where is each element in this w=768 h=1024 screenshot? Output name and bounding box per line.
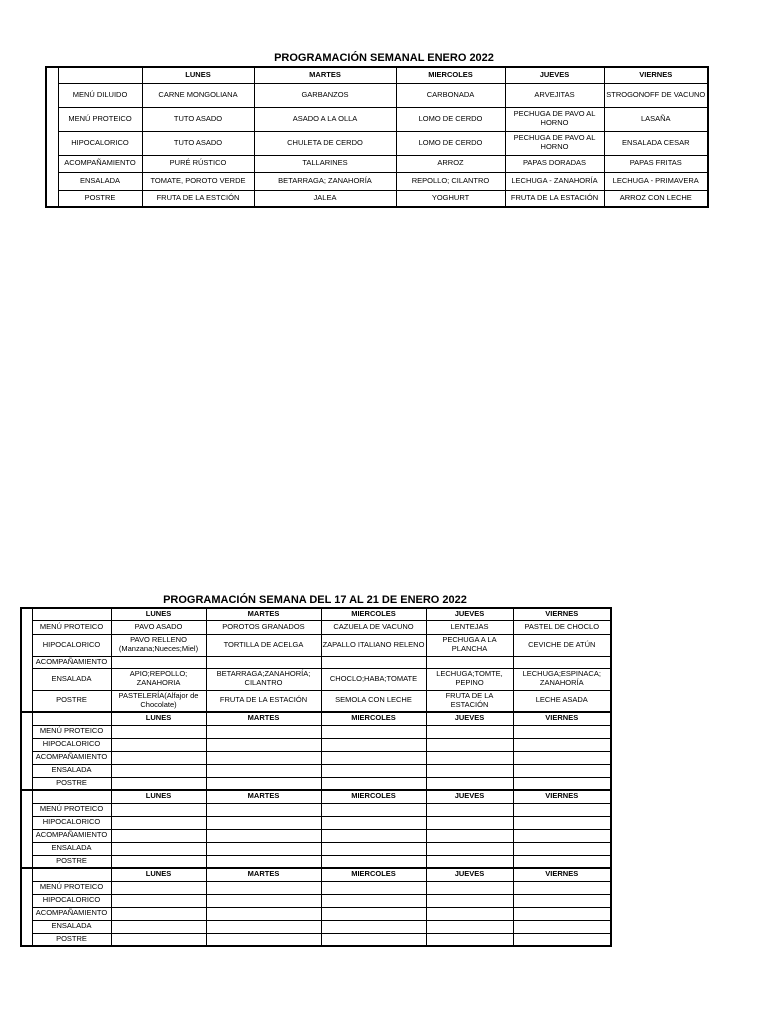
- table2-day-header: LUNES: [111, 790, 206, 803]
- table2-day-header: VIERNES: [513, 790, 611, 803]
- menu-cell: STROGONOFF DE VACUNO: [604, 83, 708, 107]
- row-label: POSTRE: [32, 933, 111, 946]
- menu-cell: TUTO ASADO: [142, 131, 254, 155]
- menu-cell: [321, 764, 426, 777]
- table-row: [21, 764, 611, 777]
- table2-day-header: LUNES: [111, 608, 206, 620]
- menu-cell: CAZUELA DE VACUNO: [321, 620, 426, 634]
- menu-cell: ARROZ: [396, 155, 505, 172]
- menu-cell: [426, 829, 513, 842]
- table2-side-margin: [21, 608, 32, 712]
- menu-cell: [206, 738, 321, 751]
- row-label: ACOMPAÑAMIENTO: [32, 907, 111, 920]
- menu-cell: PASTELERÍA(Alfajor de Chocolate): [111, 690, 206, 712]
- table-row: [21, 933, 611, 946]
- menu-cell: [426, 803, 513, 816]
- menu-cell: [206, 894, 321, 907]
- weekly-menu-table: [45, 66, 709, 208]
- row-label: MENÚ PROTEICO: [58, 107, 142, 131]
- menu-cell: TORTILLA DE ACELGA: [206, 634, 321, 656]
- table-row: [21, 668, 611, 690]
- menu-cell: YOGHURT: [396, 190, 505, 207]
- table1-corner-cell: [58, 67, 142, 83]
- menu-cell: [321, 933, 426, 946]
- menu-cell: JALEA: [254, 190, 396, 207]
- menu-cell: REPOLLO; CILANTRO: [396, 172, 505, 190]
- menu-cell: [321, 894, 426, 907]
- menu-cell: [111, 764, 206, 777]
- table1-day-header: MARTES: [254, 67, 396, 83]
- menu-cell: POROTOS GRANADOS: [206, 620, 321, 634]
- table2-day-header: JUEVES: [426, 608, 513, 620]
- menu-cell: TUTO ASADO: [142, 107, 254, 131]
- menu-cell: PURÉ RÚSTICO: [142, 155, 254, 172]
- table-row: [21, 842, 611, 855]
- row-label: POSTRE: [58, 190, 142, 207]
- menu-cell: [111, 725, 206, 738]
- row-label: MENÚ PROTEICO: [32, 725, 111, 738]
- table-row: [46, 83, 708, 107]
- menu-cell: [513, 894, 611, 907]
- table-row: [21, 620, 611, 634]
- table2-day-header: MIERCOLES: [321, 608, 426, 620]
- menu-cell: FRUTA DE LA ESTACIÓN: [206, 690, 321, 712]
- row-label: ENSALADA: [32, 764, 111, 777]
- table2-day-header: MARTES: [206, 712, 321, 725]
- menu-cell: [426, 751, 513, 764]
- menu-cell: [206, 855, 321, 868]
- menu-cell: LENTEJAS: [426, 620, 513, 634]
- menu-cell: PAPAS DORADAS: [505, 155, 604, 172]
- menu-cell: [426, 816, 513, 829]
- table2-day-header: JUEVES: [426, 790, 513, 803]
- menu-cell: [111, 656, 206, 668]
- menu-cell: LECHUGA - ZANAHORÍA: [505, 172, 604, 190]
- table2-side-margin: [21, 790, 32, 868]
- menu-cell: ARROZ CON LECHE: [604, 190, 708, 207]
- row-label: ACOMPAÑAMIENTO: [32, 751, 111, 764]
- table-row: [21, 907, 611, 920]
- menu-cell: BETARRAGA;ZANAHORÍA; CILANTRO: [206, 668, 321, 690]
- menu-cell: [321, 907, 426, 920]
- menu-cell: [111, 803, 206, 816]
- menu-cell: BETARRAGA; ZANAHORÍA: [254, 172, 396, 190]
- menu-cell: [206, 933, 321, 946]
- menu-cell: TALLARINES: [254, 155, 396, 172]
- menu-cell: [426, 842, 513, 855]
- menu-cell: ARVEJITAS: [505, 83, 604, 107]
- table2-header-row: [21, 868, 611, 881]
- table2-day-header: MARTES: [206, 790, 321, 803]
- table2-title: PROGRAMACIÓN SEMANA DEL 17 AL 21 DE ENERO 2022: [163, 594, 467, 606]
- menu-cell: APIO;REPOLLO; ZANAHORIA: [111, 668, 206, 690]
- row-label: HIPOCALORICO: [32, 634, 111, 656]
- row-label: ACOMPAÑAMIENTO: [32, 829, 111, 842]
- table1-day-header: LUNES: [142, 67, 254, 83]
- menu-cell: PECHUGA DE PAVO AL HORNO: [505, 131, 604, 155]
- table-row: [46, 190, 708, 207]
- row-label: ENSALADA: [58, 172, 142, 190]
- table1-day-header: VIERNES: [604, 67, 708, 83]
- table-row: [21, 725, 611, 738]
- table2-day-header: MIERCOLES: [321, 790, 426, 803]
- menu-cell: [321, 842, 426, 855]
- table2-header-row: [21, 712, 611, 725]
- table-row: [21, 777, 611, 790]
- menu-cell: [111, 751, 206, 764]
- row-label: ENSALADA: [32, 668, 111, 690]
- table2-day-header: JUEVES: [426, 712, 513, 725]
- menu-cell: PAPAS FRITAS: [604, 155, 708, 172]
- menu-cell: [426, 656, 513, 668]
- table-row: [21, 690, 611, 712]
- menu-cell: [426, 764, 513, 777]
- table-row: [46, 172, 708, 190]
- row-label: POSTRE: [32, 855, 111, 868]
- menu-cell: [426, 894, 513, 907]
- menu-cell: [513, 907, 611, 920]
- row-label: HIPOCALORICO: [32, 816, 111, 829]
- menu-cell: PECHUGA DE PAVO AL HORNO: [505, 107, 604, 131]
- table-row: [21, 881, 611, 894]
- menu-cell: [321, 920, 426, 933]
- table2-side-margin: [21, 868, 32, 946]
- menu-cell: SEMOLA CON LECHE: [321, 690, 426, 712]
- table-row: [21, 829, 611, 842]
- menu-cell: [111, 738, 206, 751]
- menu-cell: LECHUGA - PRIMAVERA: [604, 172, 708, 190]
- menu-cell: [513, 751, 611, 764]
- table-row: [21, 738, 611, 751]
- menu-cell: [111, 777, 206, 790]
- menu-cell: FRUTA DE LA ESTACIÓN: [426, 690, 513, 712]
- table-row: [46, 107, 708, 131]
- menu-cell: PAVO ASADO: [111, 620, 206, 634]
- menu-cell: [513, 842, 611, 855]
- table2-corner-cell: [32, 712, 111, 725]
- menu-cell: [111, 894, 206, 907]
- table-row: [21, 634, 611, 656]
- table-row: [21, 816, 611, 829]
- row-label: ENSALADA: [32, 920, 111, 933]
- table2-day-header: MIERCOLES: [321, 868, 426, 881]
- menu-cell: [321, 881, 426, 894]
- table2-day-header: LUNES: [111, 868, 206, 881]
- row-label: MENÚ DILUIDO: [58, 83, 142, 107]
- menu-cell: LECHE ASADA: [513, 690, 611, 712]
- menu-cell: ZAPALLO ITALIANO RELENO: [321, 634, 426, 656]
- menu-cell: LOMO DE CERDO: [396, 107, 505, 131]
- row-label: HIPOCALORICO: [58, 131, 142, 155]
- menu-cell: [426, 907, 513, 920]
- menu-cell: [321, 656, 426, 668]
- menu-cell: [321, 777, 426, 790]
- menu-cell: [513, 738, 611, 751]
- table2-corner-cell: [32, 608, 111, 620]
- table-row: [21, 894, 611, 907]
- table2-day-header: MARTES: [206, 868, 321, 881]
- menu-cell: ENSALADA CESAR: [604, 131, 708, 155]
- menu-cell: [111, 933, 206, 946]
- menu-cell: [206, 842, 321, 855]
- table1-title: PROGRAMACIÓN SEMANAL ENERO 2022: [274, 52, 494, 64]
- menu-cell: [513, 725, 611, 738]
- row-label: ACOMPAÑAMIENTO: [58, 155, 142, 172]
- row-label: ENSALADA: [32, 842, 111, 855]
- menu-cell: [111, 816, 206, 829]
- row-label: POSTRE: [32, 777, 111, 790]
- menu-cell: [513, 803, 611, 816]
- table2-day-header: VIERNES: [513, 868, 611, 881]
- table2-day-header: LUNES: [111, 712, 206, 725]
- row-label: MENÚ PROTEICO: [32, 881, 111, 894]
- menu-cell: [426, 777, 513, 790]
- menu-cell: CEVICHE DE ATÚN: [513, 634, 611, 656]
- menu-cell: [513, 656, 611, 668]
- menu-cell: LASAÑA: [604, 107, 708, 131]
- menu-cell: [111, 907, 206, 920]
- menu-cell: FRUTA DE LA ESTACIÓN: [505, 190, 604, 207]
- menu-cell: [206, 751, 321, 764]
- menu-cell: TOMATE, POROTO VERDE: [142, 172, 254, 190]
- menu-cell: [513, 777, 611, 790]
- menu-cell: [426, 920, 513, 933]
- menu-cell: [513, 920, 611, 933]
- menu-cell: [206, 816, 321, 829]
- menu-cell: CHOCLO;HABA;TOMATE: [321, 668, 426, 690]
- menu-cell: [426, 738, 513, 751]
- table1-side-margin: [46, 67, 58, 207]
- menu-cell: [513, 855, 611, 868]
- table2-day-header: VIERNES: [513, 712, 611, 725]
- menu-cell: PECHUGA A LA PLANCHA: [426, 634, 513, 656]
- menu-cell: [111, 881, 206, 894]
- table-row: [21, 920, 611, 933]
- table2-day-header: MIERCOLES: [321, 712, 426, 725]
- table1-header-row: [46, 67, 708, 83]
- menu-cell: LECHUGA;TOMTE, PEPINO: [426, 668, 513, 690]
- table2-header-row: [21, 790, 611, 803]
- table-row: [21, 855, 611, 868]
- menu-cell: [206, 656, 321, 668]
- menu-cell: [206, 907, 321, 920]
- table2-corner-cell: [32, 790, 111, 803]
- menu-cell: [321, 855, 426, 868]
- table2-header-row: [21, 608, 611, 620]
- menu-cell: [206, 803, 321, 816]
- menu-cell: [321, 803, 426, 816]
- menu-cell: [426, 855, 513, 868]
- menu-cell: [206, 764, 321, 777]
- row-label: HIPOCALORICO: [32, 738, 111, 751]
- menu-cell: [206, 777, 321, 790]
- menu-cell: [206, 829, 321, 842]
- row-label: HIPOCALORICO: [32, 894, 111, 907]
- table1-day-header: MIERCOLES: [396, 67, 505, 83]
- table-row: [46, 131, 708, 155]
- menu-cell: [321, 829, 426, 842]
- table-row: [21, 656, 611, 668]
- menu-cell: [513, 764, 611, 777]
- table-row: [21, 751, 611, 764]
- menu-cell: FRUTA DE LA ESTCIÓN: [142, 190, 254, 207]
- table2-day-header: VIERNES: [513, 608, 611, 620]
- menu-cell: [111, 829, 206, 842]
- menu-cell: [206, 920, 321, 933]
- menu-cell: [513, 933, 611, 946]
- row-label: MENÚ PROTEICO: [32, 803, 111, 816]
- menu-cell: [321, 816, 426, 829]
- menu-cell: [513, 816, 611, 829]
- row-label: POSTRE: [32, 690, 111, 712]
- menu-cell: [111, 920, 206, 933]
- menu-cell: ASADO A LA OLLA: [254, 107, 396, 131]
- menu-cell: LOMO DE CERDO: [396, 131, 505, 155]
- table2-corner-cell: [32, 868, 111, 881]
- menu-cell: PAVO RELLENO (Manzana;Nueces;Miel): [111, 634, 206, 656]
- table-row: [46, 155, 708, 172]
- menu-cell: [426, 933, 513, 946]
- row-label: MENÚ PROTEICO: [32, 620, 111, 634]
- menu-cell: [513, 829, 611, 842]
- table1-day-header: JUEVES: [505, 67, 604, 83]
- menu-cell: [206, 725, 321, 738]
- menu-cell: [321, 751, 426, 764]
- table2-day-header: JUEVES: [426, 868, 513, 881]
- menu-cell: CARNE MONGOLIANA: [142, 83, 254, 107]
- menu-cell: [111, 842, 206, 855]
- table-row: [21, 803, 611, 816]
- menu-cell: [513, 881, 611, 894]
- menu-cell: [426, 725, 513, 738]
- menu-cell: CHULETA DE CERDO: [254, 131, 396, 155]
- table2-day-header: MARTES: [206, 608, 321, 620]
- table2-side-margin: [21, 712, 32, 790]
- menu-cell: [321, 738, 426, 751]
- row-label: ACOMPAÑAMIENTO: [32, 656, 111, 668]
- menu-cell: CARBONADA: [396, 83, 505, 107]
- menu-cell: [111, 855, 206, 868]
- weekly-menu-table-17-21: [20, 607, 612, 947]
- menu-cell: [206, 881, 321, 894]
- menu-cell: [321, 725, 426, 738]
- menu-cell: LECHUGA;ESPINACA; ZANAHORÍA: [513, 668, 611, 690]
- menu-cell: PASTEL DE CHOCLO: [513, 620, 611, 634]
- menu-cell: [426, 881, 513, 894]
- menu-cell: GARBANZOS: [254, 83, 396, 107]
